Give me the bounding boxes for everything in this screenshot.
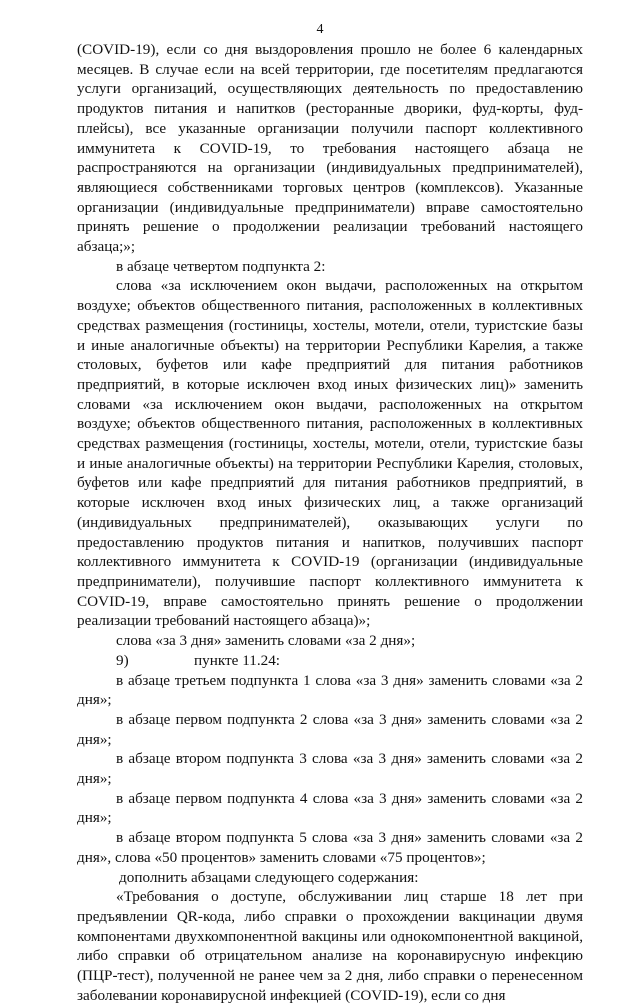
paragraph-subpoint-5: в абзаце втором подпункта 5 слова «за 3 дня» заменить словами «за 2 дня», слова «50 процентов» заменить словами «75 процентов»;	[77, 829, 583, 866]
paragraph-subpoint-2-heading: в абзаце четвертом подпункта 2:	[116, 257, 326, 275]
paragraph-add-paragraphs: дополнить абзацами следующего содержания:	[119, 868, 419, 886]
paragraph-access-requirements: «Требования о доступе, обслуживании лиц старше 18 лет при предъявлении QR-кода, либо справки о прохождении вакцинации двумя компонентами двухкомпонентной вакцины или однокомпонентной вакциной, либо справки об отрицательном анализе на коронавирусную инфекцию (ПЦР-тест), полученной не ранее чем за 2 дня, либо справки о перенесенном заболевании коронавирусной инфекцией (COVID-19), если со дня	[77, 888, 583, 1004]
paragraph-subpoint-3: в абзаце втором подпункта 3 слова «за 3 дня» заменить словами «за 2 дня»;	[77, 750, 583, 788]
list-item-9	[77, 651, 583, 671]
paragraph-3-days-replacement: слова «за 3 дня» заменить словами «за 2 дня»;	[116, 632, 416, 650]
list-item-text: пункте 11.24:	[194, 651, 281, 669]
paragraph-subpoint-2: в абзаце первом подпункта 2 слова «за 3 дня» заменить словами «за 2 дня»;	[77, 710, 583, 748]
page-number: 4	[316, 22, 324, 37]
paragraph-covid-continuation: (COVID-19), если со дня выздоровления прошло не более 6 календарных месяцев. В случае если на всей территории, где посетителям предлагаются услуги организаций, осуществляющих деятельность по предоставлению продуктов питания и напитков (ресторанные дворики, фуд-корты, фуд-плейсы), все указанные организации получили паспорт коллективного иммунитета к COVID-19, то требования настоящего абзаца не распространяются на организации (индивидуальных предпринимателей), являющиеся собственниками торговых центров (комплексов). Указанные организации (индивидуальные предприниматели) вправе самостоятельно принять решение о продолжении реализации требований настоящего абзаца;»;	[77, 41, 583, 256]
paragraph-subpoint-1: в абзаце третьем подпункта 1 слова «за 3 дня» заменить словами «за 2 дня»;	[77, 671, 583, 709]
document-body	[77, 40, 583, 1005]
paragraph-words-replacement: слова «за исключением окон выдачи, расположенных на открытом воздухе; объектов общественного питания, расположенных в коллективных средствах размещения (гостиницы, хостелы, мотели, отели, туристские базы и иные аналогичные объекты) на территории Республики Карелия, а также столовых, буфетов или кафе предприятий для питания работников предприятий, в которые исключен вход иных физических лиц)» заменить словами «за исключением окон выдачи, расположенных на открытом воздухе; объектов общественного питания, расположенных в коллективных средствах размещения (гостиницы, хостелы, мотели, отели, туристские базы и иные аналогичные объекты) на территории Республики Карелия, столовых, буфетов или кафе предприятий для питания работников предприятий, в которые исключен вход иных физических лиц, а также организаций (индивидуальных предпринимателей), оказывающих услуги по предоставлению продуктов питания и напитков, получивших паспорт коллективного иммунитета к COVID-19 (организации (индивидуальные предприниматели), получившие паспорт коллективного иммунитета к COVID-19, вправе самостоятельно принять решение о продолжении реализации требований настоящего абзаца)»;	[77, 277, 583, 630]
list-item-number: 9)	[116, 651, 129, 669]
paragraph-subpoint-4: в абзаце первом подпункта 4 слова «за 3 дня» заменить словами «за 2 дня»;	[77, 789, 583, 827]
